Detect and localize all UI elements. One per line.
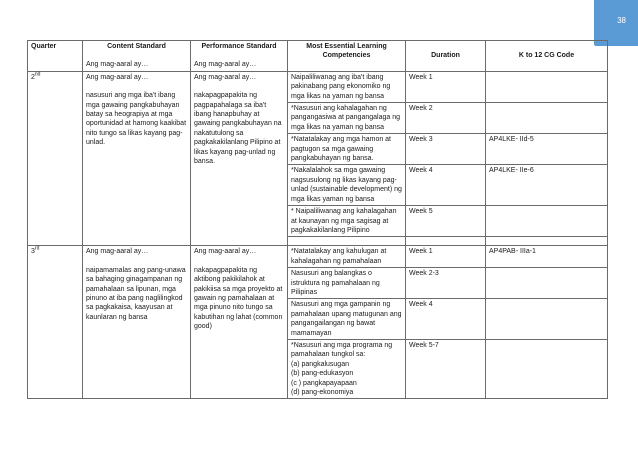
spacer-cell bbox=[486, 237, 608, 246]
performance-intro: Ang mag-aaral ay… bbox=[194, 73, 257, 81]
header-duration: Duration bbox=[406, 41, 486, 72]
duration-cell: Week 4 bbox=[406, 299, 486, 340]
competency-cell: *Natatalakay ang kahulugan at kahalagahan ng pamahalaan bbox=[288, 246, 406, 268]
quarter-cell bbox=[28, 71, 83, 246]
table-row bbox=[28, 71, 608, 102]
header-performance-standard-label: Performance Standard bbox=[201, 43, 277, 50]
content-intro: Ang mag-aaral ay… bbox=[86, 73, 149, 81]
code-cell bbox=[486, 268, 608, 299]
header-content-standard bbox=[83, 41, 191, 72]
program-item: (b) pang-edukasyon bbox=[291, 370, 354, 378]
duration-cell: Week 5 bbox=[406, 206, 486, 237]
code-cell: AP4PAB- IIIa-1 bbox=[486, 246, 608, 268]
competency-cell: Naipaliliwanag ang iba't ibang pakinabang pang ekonomiko ng mga likas na yaman ng bansa bbox=[288, 71, 406, 102]
content-standard-cell bbox=[83, 71, 191, 246]
content-intro: Ang mag-aaral ay… bbox=[86, 248, 149, 256]
code-cell bbox=[486, 206, 608, 237]
competency-cell: * Naipaliliwanag ang kahalagahan at kaunayan ng mga sagisag at pagkakakilanlang Pilipino bbox=[288, 206, 406, 237]
code-cell: AP4LKE- IId-5 bbox=[486, 134, 608, 165]
table-row bbox=[28, 246, 608, 268]
duration-cell: Week 2-3 bbox=[406, 268, 486, 299]
code-cell: AP4LKE- IIe-6 bbox=[486, 165, 608, 206]
header-quarter: Quarter bbox=[28, 41, 83, 72]
header-content-sub: Ang mag-aaral ay… bbox=[86, 61, 149, 69]
content-standard-cell bbox=[83, 246, 191, 399]
code-cell bbox=[486, 339, 608, 398]
duration-cell: Week 3 bbox=[406, 134, 486, 165]
competency-cell: *Natatalakay ang mga hamon at pagtugon sa mga gawaing pangkabuhayan ng bansa. bbox=[288, 134, 406, 165]
header-row bbox=[28, 41, 608, 72]
quarter-suffix: rd bbox=[34, 245, 40, 252]
competency-cell: *Nakalalahok sa mga gawaing nagsusulong ng likas kayang pag-unlad (sustainable development) ng mga likas yaman ng bansa bbox=[288, 165, 406, 206]
code-cell bbox=[486, 299, 608, 340]
duration-cell: Week 1 bbox=[406, 246, 486, 268]
header-performance-standard bbox=[191, 41, 288, 72]
content-body: nasusuri ang mga iba't ibang mga gawaing pangkabuhayan batay sa heograpiya at mga oportunidad at hamong kaakibat nito tungo sa likas kayang pag-unlad. bbox=[86, 92, 187, 147]
curriculum-table bbox=[27, 40, 608, 399]
performance-intro: Ang mag-aaral ay… bbox=[194, 248, 257, 256]
header-performance-sub: Ang mag-aaral ay… bbox=[194, 61, 257, 69]
spacer-cell bbox=[406, 237, 486, 246]
header-competencies: Most Essential Learning Competencies bbox=[288, 41, 406, 72]
competency-cell: *Nasusuri ang kahalagahan ng pangangasiwa at pangangalaga ng mga likas na yaman ng bansa bbox=[288, 103, 406, 134]
content-body: naipamamalas ang pang-unawa sa bahaging ginagampanan ng pamahalaan sa lipunan, mga pinuno at iba pang naglilingkod sa pagkakaisa, kaayusan at kaunlaran ng bansa bbox=[86, 266, 186, 321]
competency-cell: Nasusuri ang balangkas o istruktura ng pamahalaan ng Pilipinas bbox=[288, 268, 406, 299]
performance-body: nakapagpapakita ng pagpapahalaga sa iba't ibang hanapbuhay at gawaing pangkabuhayan na nakatutulong sa pagkakakilanlang Pilipino at likas kayang pag-unlad ng bansa. bbox=[194, 92, 282, 166]
page-number: 38 bbox=[617, 16, 626, 25]
performance-body: nakapagpapakita ng aktibong pakikilahok at pakikiisa sa mga proyekto at gawain ng pamahalaan at mga pinuno nito tungo sa kabutihan ng lahat (common good) bbox=[194, 266, 283, 331]
duration-cell: Week 1 bbox=[406, 71, 486, 102]
competency-cell bbox=[288, 339, 406, 398]
quarter-suffix: nd bbox=[34, 71, 41, 78]
performance-standard-cell bbox=[191, 246, 288, 399]
program-item: (c ) pangkapayapaan bbox=[291, 379, 357, 387]
competency-cell: Nasusuri ang mga gampanin ng pamahalaan upang matugunan ang pangangailangan ng bawat mamamayan bbox=[288, 299, 406, 340]
code-cell bbox=[486, 103, 608, 134]
header-code: K to 12 CG Code bbox=[486, 41, 608, 72]
quarter-number: 3 bbox=[31, 248, 35, 256]
performance-standard-cell bbox=[191, 71, 288, 246]
program-item: (a) pangkalusugan bbox=[291, 360, 349, 368]
spacer-cell bbox=[288, 237, 406, 246]
duration-cell: Week 2 bbox=[406, 103, 486, 134]
program-item: (d) pang-ekonomiya bbox=[291, 389, 354, 396]
code-cell bbox=[486, 71, 608, 102]
quarter-cell bbox=[28, 246, 83, 399]
header-content-standard-label: Content Standard bbox=[107, 43, 166, 50]
duration-cell: Week 5-7 bbox=[406, 339, 486, 398]
quarter-number: 2 bbox=[31, 73, 35, 81]
competency-text: *Nasusuri ang mga programa ng pamahalaan tungkol sa: bbox=[291, 341, 393, 359]
duration-cell: Week 4 bbox=[406, 165, 486, 206]
